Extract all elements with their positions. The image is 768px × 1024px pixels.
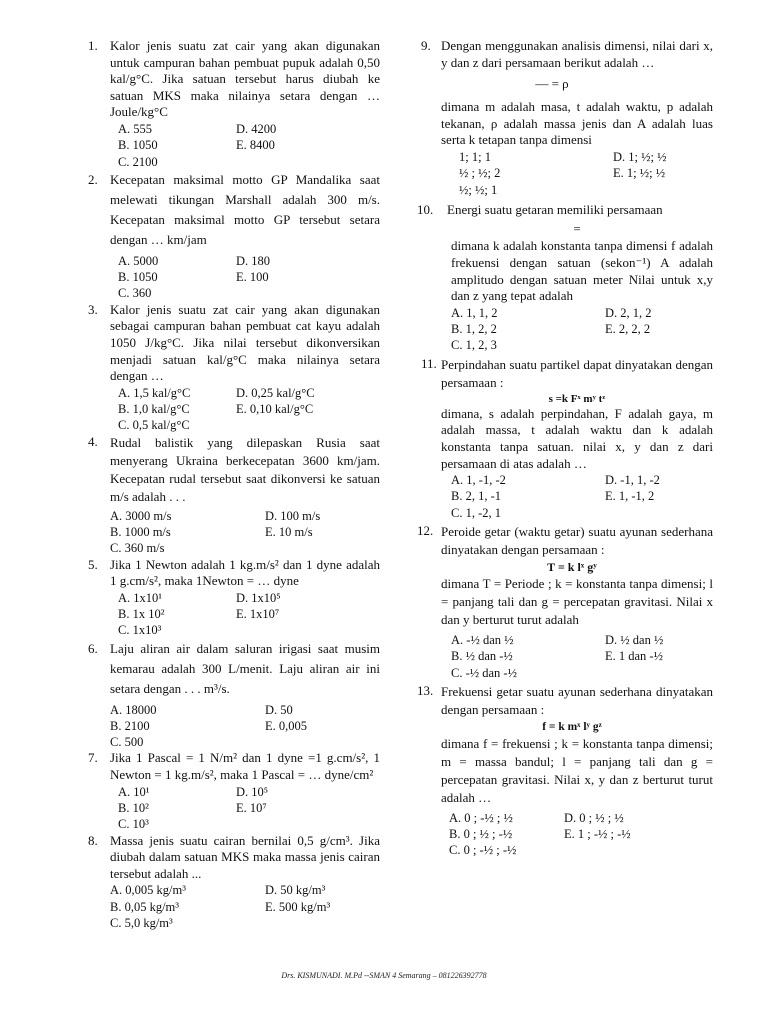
option-a: A. -½ dan ½ <box>451 632 514 647</box>
option-e: E. 1; ½; ½ <box>613 166 666 181</box>
question-number: 13. <box>417 682 434 698</box>
question-number: 9. <box>421 38 431 53</box>
option-d: D. ½ dan ½ <box>605 632 664 647</box>
option-c: C. 1, -2, 1 <box>451 505 501 520</box>
option-e: E. 500 kg/m³ <box>265 899 331 914</box>
option-a: A. 1,5 kal/g°C <box>118 385 191 400</box>
question-number: 7. <box>88 750 98 766</box>
option-c: C. 2100 <box>118 154 158 169</box>
question-4 <box>90 434 380 557</box>
option-b: B. 2, 1, -1 <box>451 489 501 504</box>
option-c: C. 1x10³ <box>118 623 162 638</box>
option-a: A. 0 ; -½ ; ½ <box>449 810 513 825</box>
question-2 <box>90 170 380 302</box>
option-d: D. 100 m/s <box>265 508 321 523</box>
question-7 <box>90 750 380 832</box>
option-e: E. 8400 <box>236 138 275 153</box>
question-3 <box>90 302 380 434</box>
question-1 <box>90 38 380 170</box>
answer-options <box>118 253 380 302</box>
option-a: A. 1, -1, -2 <box>451 473 506 488</box>
page-footer: Drs. KISMUNADI. M.Pd --SMAN 4 Semarang – 081226392778 <box>281 971 487 980</box>
option-a: A. 1, 1, 2 <box>451 305 498 320</box>
question-stem: Rudal balistik yang dilepaskan Rusia saat menyerang Ukraina berkecepatan 3600 km/jam. Kecepatan rudal tersebut saat dikonversi ke satuan m/s adalah . . . <box>110 434 380 504</box>
option-c: C. -½ dan -½ <box>451 665 517 680</box>
question-stem: Peroide getar (waktu getar) suatu ayunan sederhana dinyatakan dengan persamaan : <box>441 523 713 557</box>
answer-options <box>451 632 713 681</box>
option-b: B. 0,05 kg/m³ <box>110 899 180 914</box>
question-stem: Jika 1 Newton adalah 1 kg.m/s² dan 1 dyne adalah 1 g.cm/s², maka 1Newton = … dyne <box>110 556 380 589</box>
option-b: B. 1x 10² <box>118 606 165 621</box>
right-column <box>417 38 713 859</box>
answer-options <box>118 590 380 639</box>
option-b: B. ½ dan -½ <box>451 649 513 664</box>
option-e: E. 0,10 kal/g°C <box>236 402 314 417</box>
question-9 <box>421 38 713 198</box>
equation: T = k lˣ gʸ <box>547 559 597 574</box>
option-b: B. 10² <box>118 800 149 815</box>
answer-options <box>449 810 713 859</box>
option-d: D. 180 <box>236 253 271 268</box>
answer-options <box>110 508 380 557</box>
option-d: D. 50 kg/m³ <box>265 883 326 898</box>
option-d: D. 10⁵ <box>236 784 269 799</box>
question-number: 1. <box>88 38 98 53</box>
option-c: ½; ½; 1 <box>459 182 498 197</box>
question-8 <box>90 833 380 932</box>
answer-options <box>118 784 380 833</box>
question-stem-continued: dimana f = frekuensi ; k = konstanta tanpa dimensi; m = massa bandul; l = panjang tali dan g = percepatan gravitasi. Nilai x, y dan z berturut turut adalah … <box>441 735 713 805</box>
option-d: D. -1, 1, -2 <box>605 473 660 488</box>
option-b: B. 1000 m/s <box>110 524 171 539</box>
option-c: C. 1, 2, 3 <box>451 338 497 353</box>
answer-options <box>110 702 380 751</box>
equation: s =k Fˣ mʸ tᶻ <box>548 392 606 405</box>
question-12 <box>417 522 713 681</box>
equation: f = k mˣ lʸ gᶻ <box>542 720 602 733</box>
question-number: 10. <box>417 201 434 217</box>
question-number: 5. <box>88 556 98 572</box>
option-c: C. 500 <box>110 735 144 750</box>
answer-options <box>459 149 713 198</box>
option-a: A. 18000 <box>110 702 157 717</box>
question-stem-continued: dimana T = Periode ; k = konstanta tanpa dimensi; l = panjang tali dan g = percepatan gravitasi. Nilai x dan y berturut turut adalah <box>441 575 713 627</box>
question-stem: Kecepatan maksimal motto GP Mandalika saat melewati tikungan Marshall adalah 300 m/s. Kecepatan maksimal motto GP tersebut setara dengan … km/jam <box>110 171 380 247</box>
question-10 <box>417 201 713 354</box>
question-stem-continued: dimana, s adalah perpindahan, F adalah gaya, m adalah massa, t adalah waktu dan k adalah konstanta tanpa satuan. nilai x, y dan z dari persamaan di atas adalah … <box>441 405 713 471</box>
option-e: E. 1 dan -½ <box>605 649 663 664</box>
option-e: E. 10 m/s <box>265 524 313 539</box>
question-number: 3. <box>88 301 98 317</box>
option-a: A. 3000 m/s <box>110 508 172 523</box>
question-stem-continued: dimana m adalah masa, t adalah waktu, p adalah tekanan, ρ adalah massa jenis dan A adalah luas serta k tetapan tanpa dimensi <box>441 99 713 148</box>
option-e: E. 0,005 <box>265 718 308 733</box>
option-e: E. 1, -1, 2 <box>605 489 655 504</box>
question-stem: Frekuensi getar suatu ayunan sederhana dinyatakan dengan persamaan : <box>441 683 713 717</box>
option-d: D. 4200 <box>236 121 277 136</box>
equation: — = ρ <box>535 76 569 92</box>
question-number: 2. <box>88 171 98 187</box>
question-stem: Jika 1 Pascal = 1 N/m² dan 1 dyne =1 g.cm/s², 1 Newton = 1 kg.m/s², maka 1 Pascal = … dyne/cm² <box>110 750 380 783</box>
question-stem: Energi suatu getaran memiliki persamaan <box>447 201 663 217</box>
option-c: C. 0,5 kal/g°C <box>118 418 190 433</box>
question-11 <box>421 356 713 521</box>
equation: = <box>573 221 581 237</box>
option-d: D. 0 ; ½ ; ½ <box>564 810 624 825</box>
answer-options <box>118 385 380 434</box>
option-b: B. 0 ; ½ ; -½ <box>449 827 513 842</box>
option-a: 1; 1; 1 <box>459 149 491 164</box>
option-b: B. 1050 <box>118 138 158 153</box>
question-stem: Kalor jenis suatu zat cair yang akan digunakan untuk campuran bahan pembuat pupuk adalah 0,50 kal/g°C. Jika satuan tersebut harus diubah ke satuan MKS maka nilainya setara dengan … Joule/kg°C <box>110 38 380 120</box>
question-number: 6. <box>88 640 98 656</box>
option-b: B. 1,0 kal/g°C <box>118 402 190 417</box>
answer-options <box>451 472 713 521</box>
question-5 <box>90 557 380 639</box>
question-6 <box>90 639 380 751</box>
answer-options <box>451 305 713 354</box>
question-stem: Kalor jenis suatu zat cair yang akan digunakan sebagai campuran bahan pembuat cat kayu adalah 1050 J/kg°C. Jika nilai tersebut dikonversikan menjadi satuan kal/g°C maka nilainya setara dengan … <box>110 301 380 384</box>
question-stem: Perpindahan suatu partikel dapat dinyatakan dengan persamaan : <box>441 356 713 390</box>
option-a: A. 10¹ <box>118 784 150 799</box>
question-number: 4. <box>88 433 98 449</box>
answer-options <box>110 882 380 931</box>
option-d: D. 2, 1, 2 <box>605 305 652 320</box>
option-e: E. 10⁷ <box>236 800 267 815</box>
option-e: E. 1x10⁷ <box>236 606 280 621</box>
option-c: C. 5,0 kg/m³ <box>110 915 173 930</box>
option-c: C. 360 m/s <box>110 541 165 556</box>
question-stem: Massa jenis suatu cairan bernilai 0,5 g/cm³. Jika diubah dalam satuan MKS maka massa jenis cairan tersebut adalah ... <box>110 832 380 881</box>
option-e: E. 1 ; -½ ; -½ <box>564 827 631 842</box>
option-d: D. 50 <box>265 702 293 717</box>
answer-options <box>118 121 380 170</box>
option-b: B. 1, 2, 2 <box>451 322 497 337</box>
option-d: D. 0,25 kal/g°C <box>236 385 315 400</box>
question-number: 12. <box>417 522 434 538</box>
left-column <box>90 38 380 931</box>
option-b: ½ ; ½; 2 <box>459 166 501 181</box>
option-d: D. 1x10⁵ <box>236 590 281 605</box>
option-c: C. 10³ <box>118 817 149 832</box>
question-stem-continued: dimana k adalah konstanta tanpa dimensi f adalah frekuensi dengan satuan (sekon⁻¹) A adalah amplitudo dengan satuan meter Nilai untuk x,y dan z yang tepat adalah <box>451 238 713 304</box>
option-c: C. 0 ; -½ ; -½ <box>449 843 517 858</box>
question-number: 11. <box>421 355 437 371</box>
option-a: A. 0,005 kg/m³ <box>110 883 186 898</box>
question-stem: Laju aliran air dalam saluran irigasi saat musim kemarau adalah 300 L/menit. Laju aliran air ini setara dengan . . . m³/s. <box>110 640 380 696</box>
option-c: C. 360 <box>118 286 152 301</box>
question-stem: Dengan menggunakan analisis dimensi, nilai dari x, y dan z dari persamaan berikut adalah … <box>441 38 713 70</box>
question-13 <box>417 682 713 859</box>
option-b: B. 2100 <box>110 718 150 733</box>
question-number: 8. <box>88 832 98 848</box>
option-e: E. 100 <box>236 270 269 285</box>
option-a: A. 555 <box>118 121 153 136</box>
option-e: E. 2, 2, 2 <box>605 322 651 337</box>
option-d: D. 1; ½; ½ <box>613 149 667 164</box>
option-a: A. 5000 <box>118 253 159 268</box>
option-a: A. 1x10¹ <box>118 590 163 605</box>
option-b: B. 1050 <box>118 270 158 285</box>
